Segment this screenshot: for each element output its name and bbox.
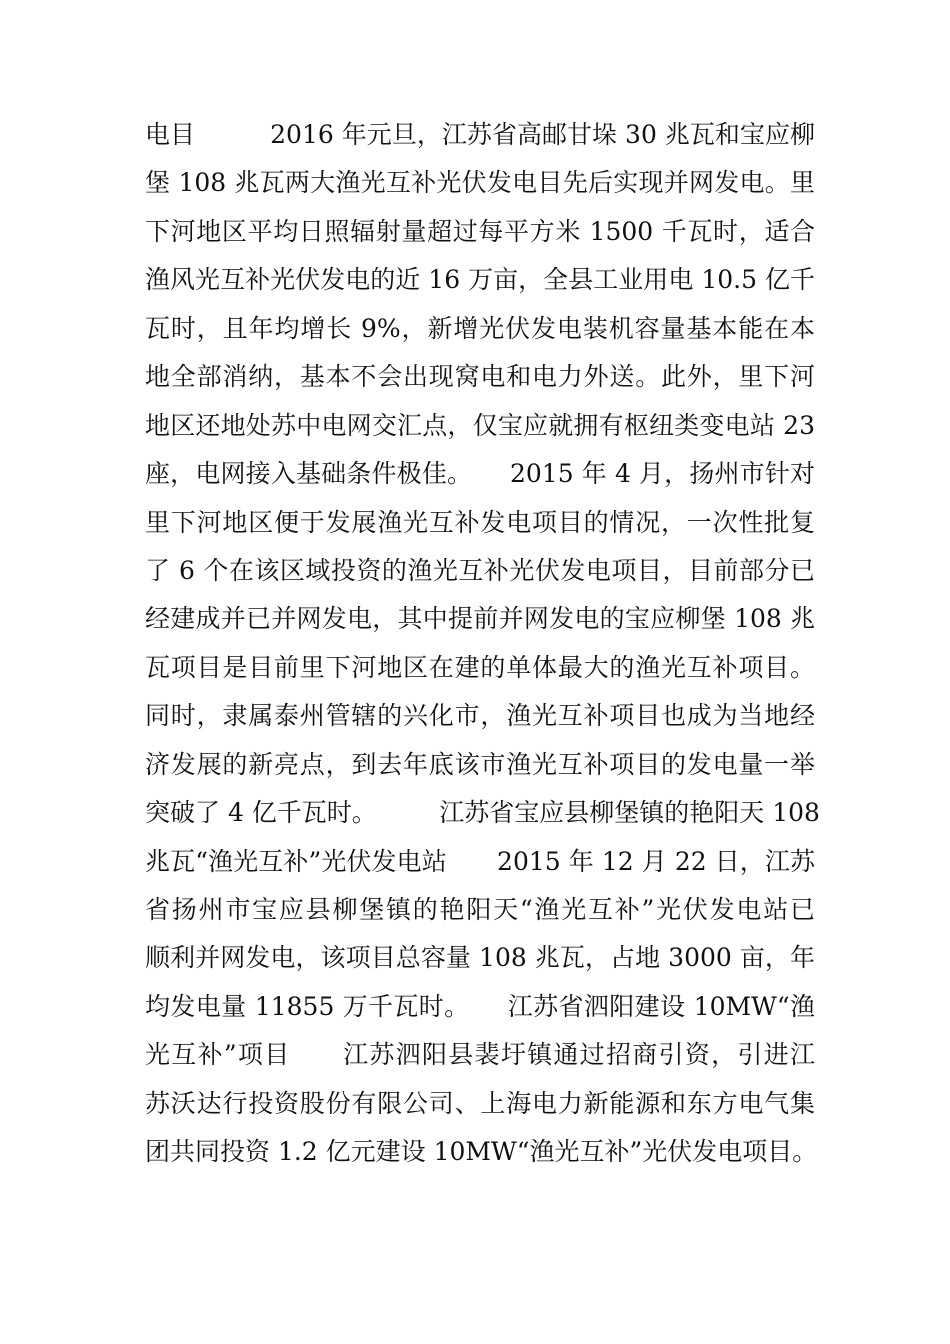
text-line: 团共同投资 1.2 亿元建设 10MW“渔光互补”光伏发电项目。 [145, 1137, 818, 1167]
text-line: 经建成并已并网发电，其中提前并网发电的宝应柳堡 108 兆 [145, 604, 815, 634]
text-line: 光互补”项目 江苏泗阳县裴圩镇通过招商引资，引进江 [145, 1040, 815, 1070]
text-line: 省扬州市宝应县柳堡镇的艳阳天“渔光互补”光伏发电站已 [145, 895, 815, 924]
text-line: 兆瓦“渔光互补”光伏发电站 2015 年 12 月 22 日，江苏 [145, 846, 815, 876]
text-line: 突破了 4 亿千瓦时。 江苏省宝应县柳堡镇的艳阳天 108 [145, 798, 820, 828]
text-line: 瓦时，且年均增长 9%，新增光伏发电装机容量基本能在本 [145, 313, 815, 343]
text-line: 里下河地区便于发展渔光互补发电项目的情况，一次性批复 [145, 507, 815, 537]
text-line: 济发展的新亮点，到去年底该市渔光互补项目的发电量一举 [145, 749, 815, 779]
text-line: 均发电量 11855 万千瓦时。 江苏省泗阳建设 10MW“渔 [145, 991, 815, 1021]
text-line: 苏沃达行投资股份有限公司、上海电力新能源和东方电气集 [145, 1088, 815, 1118]
text-line: 顺利并网发电，该项目总容量 108 兆瓦，占地 3000 亩，年 [145, 943, 815, 973]
text-line: 下河地区平均日照辐射量超过每平方米 1500 千瓦时，适合 [145, 216, 815, 246]
text-line: 堡 108 兆瓦两大渔光互补光伏发电目先后实现并网发电。里 [145, 168, 815, 198]
text-line: 电目 2016 年元旦，江苏省高邮甘垛 30 兆瓦和宝应柳 [145, 120, 815, 149]
text-line: 座，电网接入基础条件极佳。 2015 年 4 月，扬州市针对 [145, 459, 815, 489]
body-text [145, 111, 820, 1177]
text-line: 渔风光互补光伏发电的近 16 万亩，全县工业用电 10.5 亿千 [145, 265, 815, 295]
text-line: 瓦项目是目前里下河地区在建的单体最大的渔光互补项目。 [145, 652, 815, 682]
text-line: 地全部消纳，基本不会出现窝电和电力外送。此外，里下河 [145, 362, 815, 392]
text-line: 同时，隶属泰州管辖的兴化市，渔光互补项目也成为当地经 [145, 701, 815, 731]
text-line: 了 6 个在该区域投资的渔光互补光伏发电项目，目前部分已 [145, 555, 815, 585]
text-line: 地区还地处苏中电网交汇点，仅宝应就拥有枢纽类变电站 23 [145, 410, 815, 440]
